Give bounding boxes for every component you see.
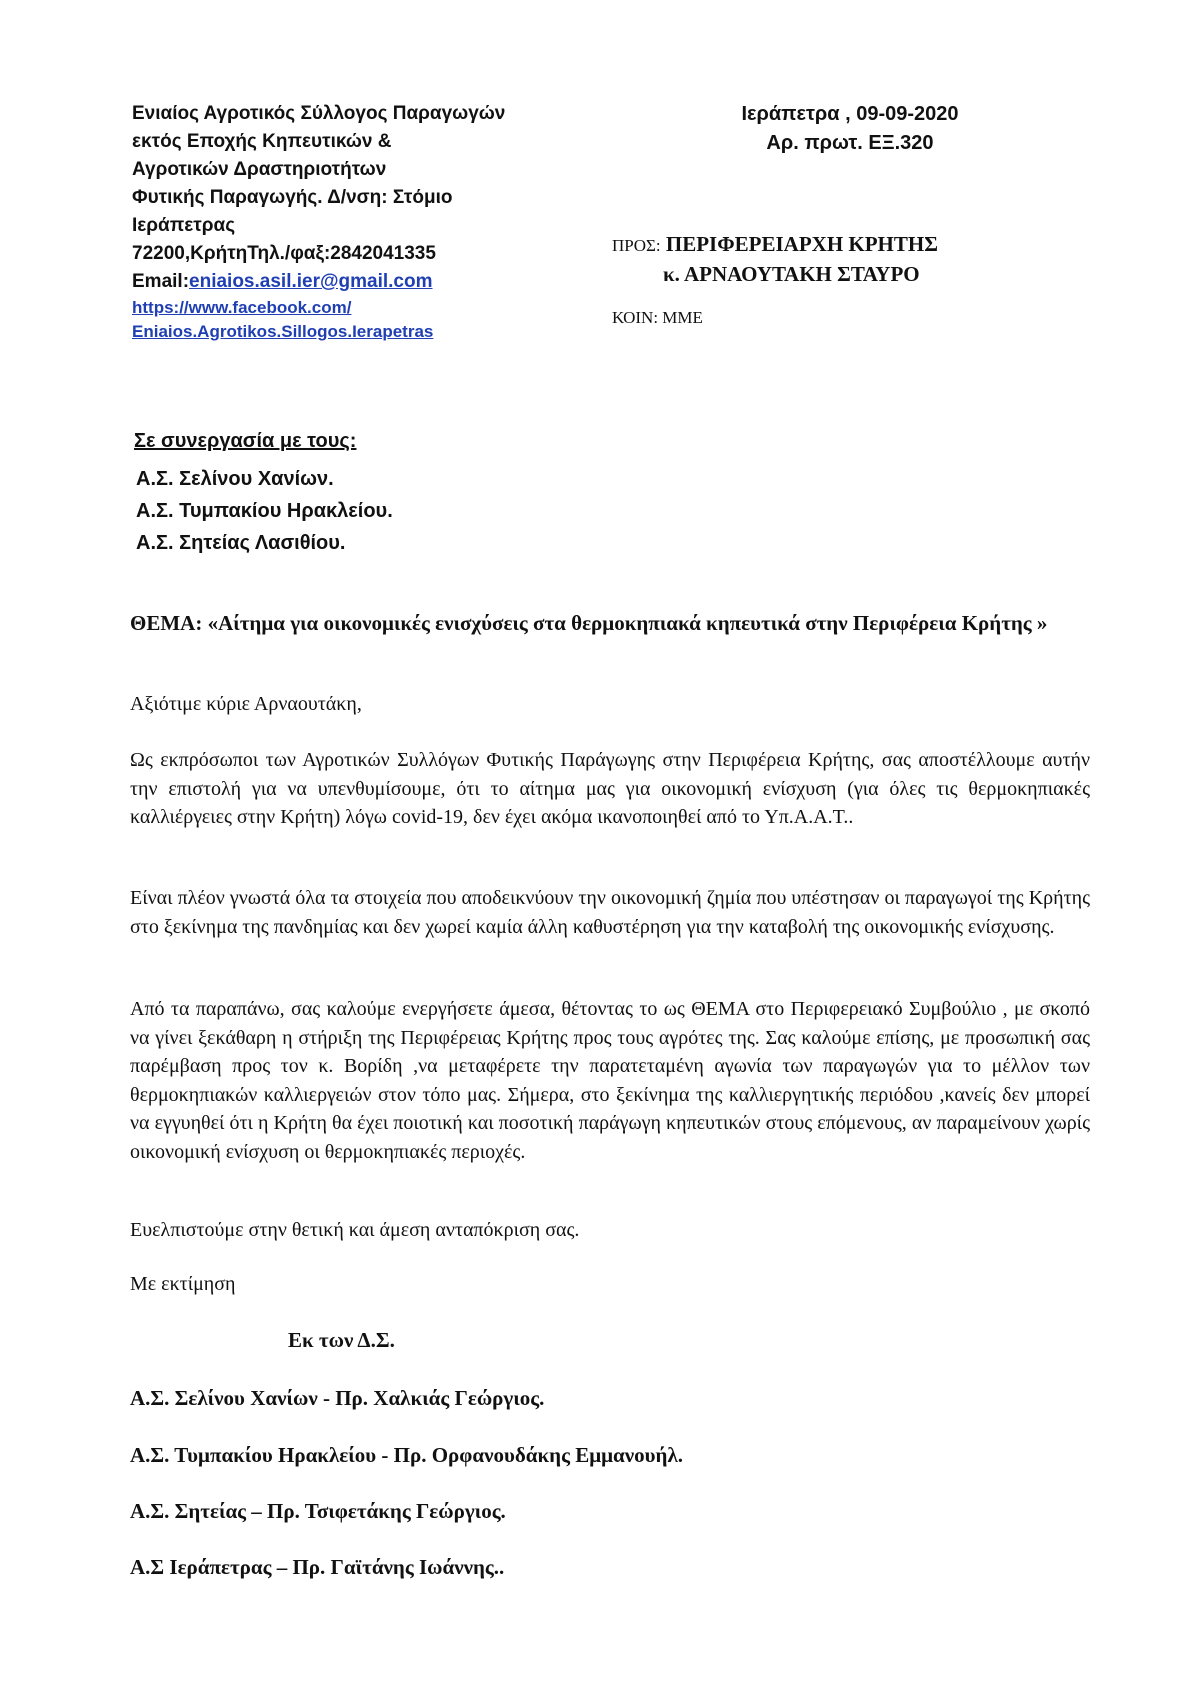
signature-line: Α.Σ. Τυμπακίου Ηρακλείου - Πρ. Ορφανουδάκης Εμμανουήλ. — [130, 1443, 684, 1467]
protocol-number: Αρ. πρωτ. ΕΞ.320 — [766, 132, 934, 154]
closing-line: Ευελπιστούμε στην θετική και άμεση ανταπόκριση σας. — [130, 1219, 580, 1241]
recipient-prefix: ΠΡΟΣ: — [612, 236, 661, 255]
email-link[interactable]: eniaios.asil.ier@gmail.com — [189, 271, 433, 292]
body-paragraph: Είναι πλέον γνωστά όλα τα στοιχεία που αποδεικνύουν την οικονομική ζημία που υπέστησαν οι παραγωγοί της Κρήτης στο ξεκίνημα της πανδημίας και δεν χωρεί καμία άλλη καθυστέρηση για την καταβολή της οικονομικής ενίσχυσης. — [130, 887, 1090, 938]
facebook-link-block — [132, 296, 552, 344]
sender-line: Ενιαίος Αγροτικός Σύλλογος Παραγωγών — [132, 103, 506, 124]
sender-line: Αγροτικών Δραστηριοτήτων — [132, 159, 387, 180]
facebook-link-line2[interactable]: Eniaios.Agrotikos.Sillogos.Ierapetras — [132, 322, 434, 341]
cc-line: ΚΟΙΝ: ΜΜΕ — [612, 308, 703, 327]
closing-regards: Με εκτίμηση — [130, 1273, 236, 1295]
collaboration-org: Α.Σ. Σητείας Λασιθίου. — [136, 532, 346, 554]
body-paragraph: Ως εκπρόσωποι των Αγροτικών Συλλόγων Φυτικής Παράγωγης στην Περιφέρεια Κρήτης, σας αποστέλλουμε αυτήν την επιστολή για να υπενθυμίσουμε, ότι το αίτημα μας για οικονομική ενίσχυση (για όλες τις θερμοκηπιακές καλλιέργειες στην Κρήτη) λόγω covid-19, δεν έχει ακόμα ικανοποιηθεί από το Υπ.Α.Α.Τ.. — [130, 749, 1090, 828]
signature-line: Α.Σ. Σελίνου Χανίων - Πρ. Χαλκιάς Γεώργιος. — [130, 1386, 545, 1410]
signature-line: Α.Σ Ιεράπετρας – Πρ. Γαϊτάνης Ιωάννης.. — [130, 1555, 505, 1579]
date-block — [700, 100, 1000, 158]
collaboration-org: Α.Σ. Σελίνου Χανίων. — [136, 468, 334, 490]
salutation: Αξιότιμε κύριε Αρναουτάκη, — [130, 693, 362, 715]
body-paragraph: Από τα παραπάνω, σας καλούμε ενεργήσετε άμεσα, θέτοντας το ως ΘΕΜΑ στο Περιφερειακό Συμβούλιο , με σκοπό να γίνει ξεκάθαρη η στήριξη της Περιφέρειας Κρήτης προς τους αγρότες της. Σας καλούμε επίσης, με προσωπική σας παρέμβαση προς τον κ. Βορίδη ,να μεταφέρετε την παρατεταμένη αγωνία των παραγωγών για το μέλλον των θερμοκηπιακών καλλιεργειών στον τόπο μας. Σήμερα, στο ξεκίνημα της καλλιεργητικής περιόδου ,κανείς δεν μπορεί να εγγυηθεί ότι η Κρήτη θα έχει ποιοτική και ποσοτική παράγωγη κηπευτικών στους επόμενους, αν παραμείνουν χωρίς οικονομική ενίσχυση οι θερμοκηπιακές περιοχές. — [130, 998, 1090, 1163]
sender-email-line — [132, 268, 552, 296]
sender-line: εκτός Εποχής Κηπευτικών & — [132, 131, 392, 152]
sender-line: Ιεράπετρας — [132, 215, 236, 236]
facebook-link-line1[interactable]: https://www.facebook.com/ — [132, 298, 352, 317]
sender-line: Φυτικής Παραγωγής. Δ/νση: Στόμιο — [132, 187, 453, 208]
recipient-line2: κ. ΑΡΝΑΟΥΤΑΚΗ ΣΤΑΥΡΟ — [663, 262, 920, 286]
email-label: Email: — [132, 271, 190, 292]
signature-line: Α.Σ. Σητείας – Πρ. Τσιφετάκης Γεώργιος. — [130, 1499, 506, 1523]
recipient-name: ΠΕΡΙΦΕΡΕΙΑΡΧΗ ΚΡΗΤΗΣ — [665, 232, 938, 256]
collaboration-org: Α.Σ. Τυμπακίου Ηρακλείου. — [136, 500, 393, 522]
signatures-heading: Εκ των Δ.Σ. — [288, 1328, 395, 1352]
sender-address-block — [132, 100, 552, 344]
letter-subject: ΘΕΜΑ: «Αίτημα για οικονομικές ενισχύσεις στα θερμοκηπιακά κηπευτικά στην Περιφέρεια Κρήτης » — [130, 611, 1048, 635]
recipient-line1 — [612, 230, 938, 260]
collaboration-block — [134, 425, 393, 559]
letter-date: Ιεράπετρα , 09-09-2020 — [741, 103, 959, 125]
sender-line: 72200,ΚρήτηΤηλ./φαξ:2842041335 — [132, 243, 436, 264]
recipient-block — [612, 230, 938, 289]
collaboration-heading: Σε συνεργασία με τους: — [134, 430, 357, 452]
